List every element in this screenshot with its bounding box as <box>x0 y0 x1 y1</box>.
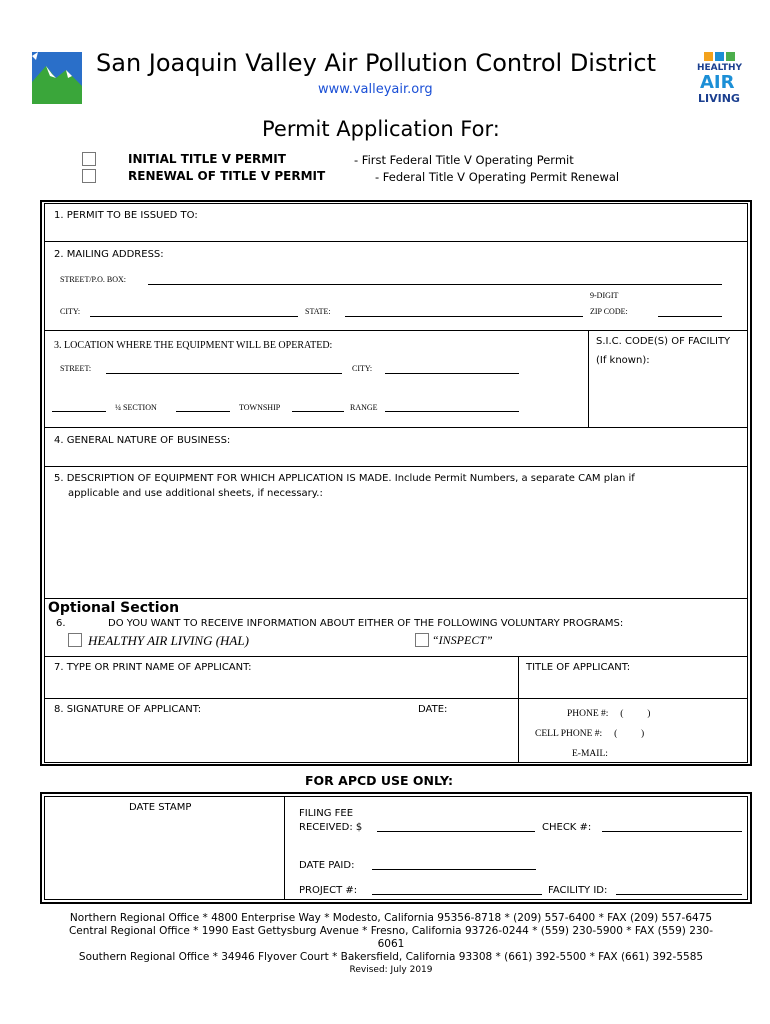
inspect-checkbox[interactable] <box>415 633 429 647</box>
city-label: CITY: <box>60 307 81 316</box>
divider <box>518 656 519 698</box>
equipment-description-label-cont: applicable and use additional sheets, if necessary.: <box>68 488 323 499</box>
southern-office: Southern Regional Office * 34946 Flyover Court * Bakersfield, California 93308 * (661) 392-5500 * FAX (661) 392-5585 <box>78 951 704 963</box>
state-label: STATE: <box>305 307 331 316</box>
location-city-label: CITY: <box>352 364 373 373</box>
street-po-label: STREET/P.O. BOX: <box>60 275 127 284</box>
logo-text-living: LIVING <box>698 92 740 105</box>
divider <box>44 598 748 599</box>
applicant-name-label: 7. TYPE OR PRINT NAME OF APPLICANT: <box>54 662 252 673</box>
initial-permit-label: INITIAL TITLE V PERMIT <box>128 152 286 166</box>
page-title: Permit Application For: <box>262 117 500 141</box>
location-street-field[interactable] <box>106 373 342 374</box>
township-label: TOWNSHIP <box>239 403 281 412</box>
facility-id-label: FACILITY ID: <box>548 885 608 896</box>
sic-code-label: S.I.C. CODE(S) OF FACILITY <box>596 336 731 347</box>
divider <box>588 330 589 427</box>
project-number-field[interactable] <box>372 894 542 895</box>
email-label: E-MAIL: <box>572 749 608 759</box>
signature-label: 8. SIGNATURE OF APPLICANT: <box>54 704 202 715</box>
equipment-description-label: 5. DESCRIPTION OF EQUIPMENT FOR WHICH APPLICATION IS MADE. Include Permit Numbers, a separate CAM plan if <box>54 473 635 484</box>
divider <box>44 656 748 657</box>
org-name: San Joaquin Valley Air Pollution Control District <box>96 49 657 77</box>
hal-label: HEALTHY AIR LIVING (HAL) <box>88 633 249 648</box>
nine-digit-label: 9-DIGIT <box>590 291 619 300</box>
initial-permit-checkbox[interactable] <box>82 152 96 166</box>
district-logo <box>32 52 82 104</box>
healthy-air-living-logo <box>694 52 746 108</box>
sic-if-known-label: (If known): <box>596 355 650 366</box>
state-field[interactable] <box>345 316 583 317</box>
northern-office: Northern Regional Office * 4800 Enterprise Way * Modesto, California 95356-8718 * (209) 557-6400 * FAX (209) 557-6475 <box>69 912 713 924</box>
logo-text-healthy: HEALTHY <box>697 63 743 73</box>
logo-color-squares-icon <box>704 52 736 62</box>
phone-label: PHONE #: ( ) <box>567 709 651 719</box>
renewal-permit-checkbox[interactable] <box>82 169 96 183</box>
applicant-title-label: TITLE OF APPLICANT: <box>526 662 631 673</box>
central-office: Central Regional Office * 1990 East Gettysburg Avenue * Fresno, California 93726-0244 * (559) 230-5900 * FAX (559) 230- <box>68 925 714 937</box>
nature-of-business-label: 4. GENERAL NATURE OF BUSINESS: <box>54 435 231 446</box>
divider <box>44 698 748 699</box>
signature-date-label: DATE: <box>418 704 448 715</box>
check-number-field[interactable] <box>602 831 742 832</box>
divider <box>284 796 285 900</box>
apcd-heading: FOR APCD USE ONLY: <box>305 773 453 788</box>
cell-phone-label: CELL PHONE #: ( ) <box>535 729 645 739</box>
range-label: RANGE <box>350 403 378 412</box>
logo-text-air: AIR <box>700 72 735 93</box>
check-number-label: CHECK #: <box>542 822 592 833</box>
footer <box>34 912 748 977</box>
project-number-label: PROJECT #: <box>299 885 358 896</box>
divider <box>44 241 748 242</box>
renewal-permit-label: RENEWAL OF TITLE V PERMIT <box>128 169 326 183</box>
mailing-address-label: 2. MAILING ADDRESS: <box>54 249 164 260</box>
equipment-location-label: 3. LOCATION WHERE THE EQUIPMENT WILL BE OPERATED: <box>54 340 333 351</box>
question-6-number: 6. <box>56 618 66 629</box>
date-paid-label: DATE PAID: <box>299 860 355 871</box>
received-field[interactable] <box>377 831 535 832</box>
renewal-permit-desc: - Federal Title V Operating Permit Renewal <box>375 170 620 184</box>
equipment-description-field[interactable] <box>50 505 740 593</box>
township-field[interactable] <box>292 411 344 412</box>
zip-label: ZIP CODE: <box>590 307 628 316</box>
location-city-field[interactable] <box>385 373 519 374</box>
facility-id-field[interactable] <box>616 894 742 895</box>
quarter-section-field[interactable] <box>52 411 106 412</box>
revised-date: Revised: July 2019 <box>349 965 433 975</box>
date-stamp-label: DATE STAMP <box>129 802 192 813</box>
optional-section-title: Optional Section <box>48 600 180 616</box>
received-label: RECEIVED: $ <box>299 822 363 833</box>
filing-fee-label: FILING FEE <box>299 808 354 819</box>
divider <box>44 330 748 331</box>
central-office-cont: 6061 <box>377 938 405 950</box>
initial-permit-desc: - First Federal Title V Operating Permit <box>354 153 574 167</box>
inspect-label: “INSPECT” <box>432 633 493 647</box>
range-field[interactable] <box>385 411 519 412</box>
date-paid-field[interactable] <box>372 869 536 870</box>
city-field[interactable] <box>90 316 298 317</box>
voluntary-programs-question: DO YOU WANT TO RECEIVE INFORMATION ABOUT EITHER OF THE FOLLOWING VOLUNTARY PROGRAMS: <box>108 618 624 629</box>
zip-field[interactable] <box>658 316 722 317</box>
section-field[interactable] <box>176 411 230 412</box>
quarter-section-label: ¼ SECTION <box>115 403 157 412</box>
divider <box>518 698 519 763</box>
location-street-label: STREET: <box>60 364 92 373</box>
divider <box>44 427 748 428</box>
website-link[interactable]: www.valleyair.org <box>318 82 433 97</box>
permit-issued-to-label: 1. PERMIT TO BE ISSUED TO: <box>54 210 198 221</box>
hal-checkbox[interactable] <box>68 633 82 647</box>
divider <box>44 466 748 467</box>
mountain-logo-icon <box>32 52 82 104</box>
street-po-field[interactable] <box>148 284 722 285</box>
